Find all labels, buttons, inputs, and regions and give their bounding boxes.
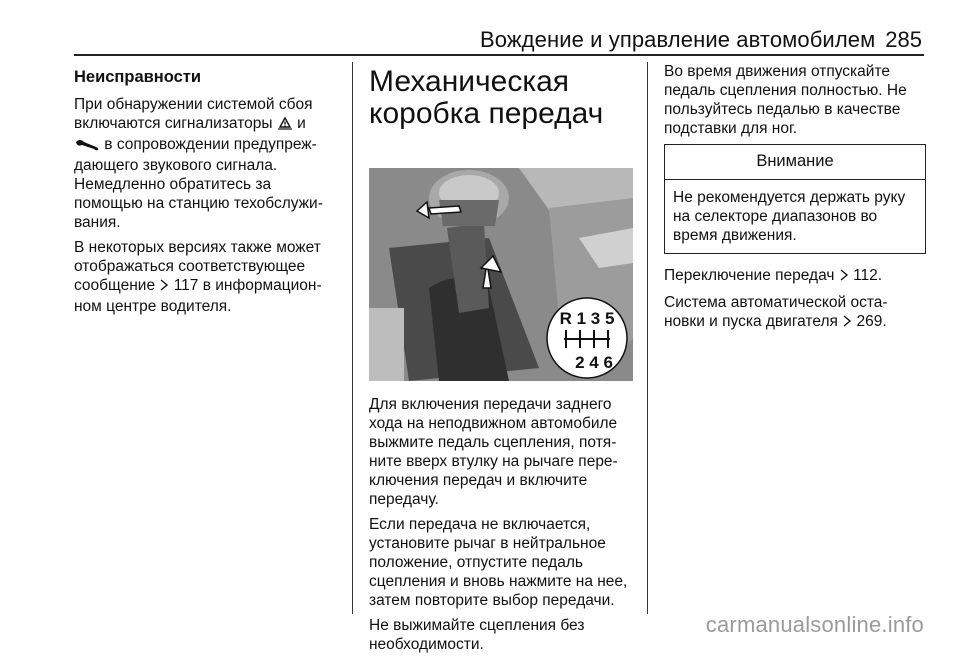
paragraph-clutch-advice: Не выжимайте сцепления без необходимости. [369,617,585,653]
page-reference-link[interactable]: 112 [853,267,878,284]
gear-lever-illustration [369,168,633,381]
paragraph-info-message: В некоторых версиях также может отображаться соответствующее сообщение 117 в информацион-ном центре водителя. [74,239,322,315]
reference-arrow-icon [842,314,852,333]
service-wrench-icon [74,137,100,156]
warning-box [664,144,926,254]
page-header-title: Вождение и управление автомобилем [480,27,876,52]
page-reference-link[interactable]: 117 [173,277,199,294]
gear-pattern-bottom-label: 2 4 6 [575,353,613,372]
column-divider-2 [647,62,648,614]
column-3 [664,62,926,339]
page-number: 285 [885,27,922,52]
page-reference-link[interactable]: 269 [856,313,883,330]
column-1 [74,62,336,322]
paragraph-reverse-gear: Для включения передачи заднего хода на неподвижном автомобиле выжмите педаль сцепления, потя-ните вверх втулку на рычаге пере-ключения передач и включите передачу. [369,396,618,508]
reference-arrow-icon [159,278,169,297]
paragraph-gear-not-engaged: Если передача не включается, установите рычаг в нейтральное положение, отпустите педаль сцепления и вновь нажмите на нее, затем повторите выбор передачи. [369,516,628,609]
warning-text: Не рекомендуется держать руку на селекторе диапазонов во время движения. [673,189,906,244]
warning-title: Внимание [665,145,925,180]
paragraph-fault-indicators: При обнаружении системой сбоя включаются сигнализаторы и в сопровождении предупреж-дающего звукового сигнала. Немедленно обратитесь за помощью на станцию техобслужи-вания. [74,96,323,231]
section-heading-faults: Неисправности [74,68,202,86]
paragraph-stop-start-ref: Система автоматической оста-новки и пуска двигателя 269. [664,293,926,333]
section-title-manual-gearbox: Механическая коробка передач [369,65,604,130]
header-divider [74,54,924,56]
gear-pattern-top-label: R 1 3 5 [559,309,615,328]
paragraph-gear-shift-ref: Переключение передач 112. [664,266,926,287]
transmission-warning-icon [277,115,293,135]
paragraph-clutch-release: Во время движения отпускайте педаль сцепления полностью. Не пользуйтесь педалью в качестве подставки для ног. [664,63,907,137]
watermark: carmanualsonline.info [705,612,924,637]
column-2 [369,62,633,660]
column-divider-1 [352,62,353,614]
reference-arrow-icon [839,268,849,287]
